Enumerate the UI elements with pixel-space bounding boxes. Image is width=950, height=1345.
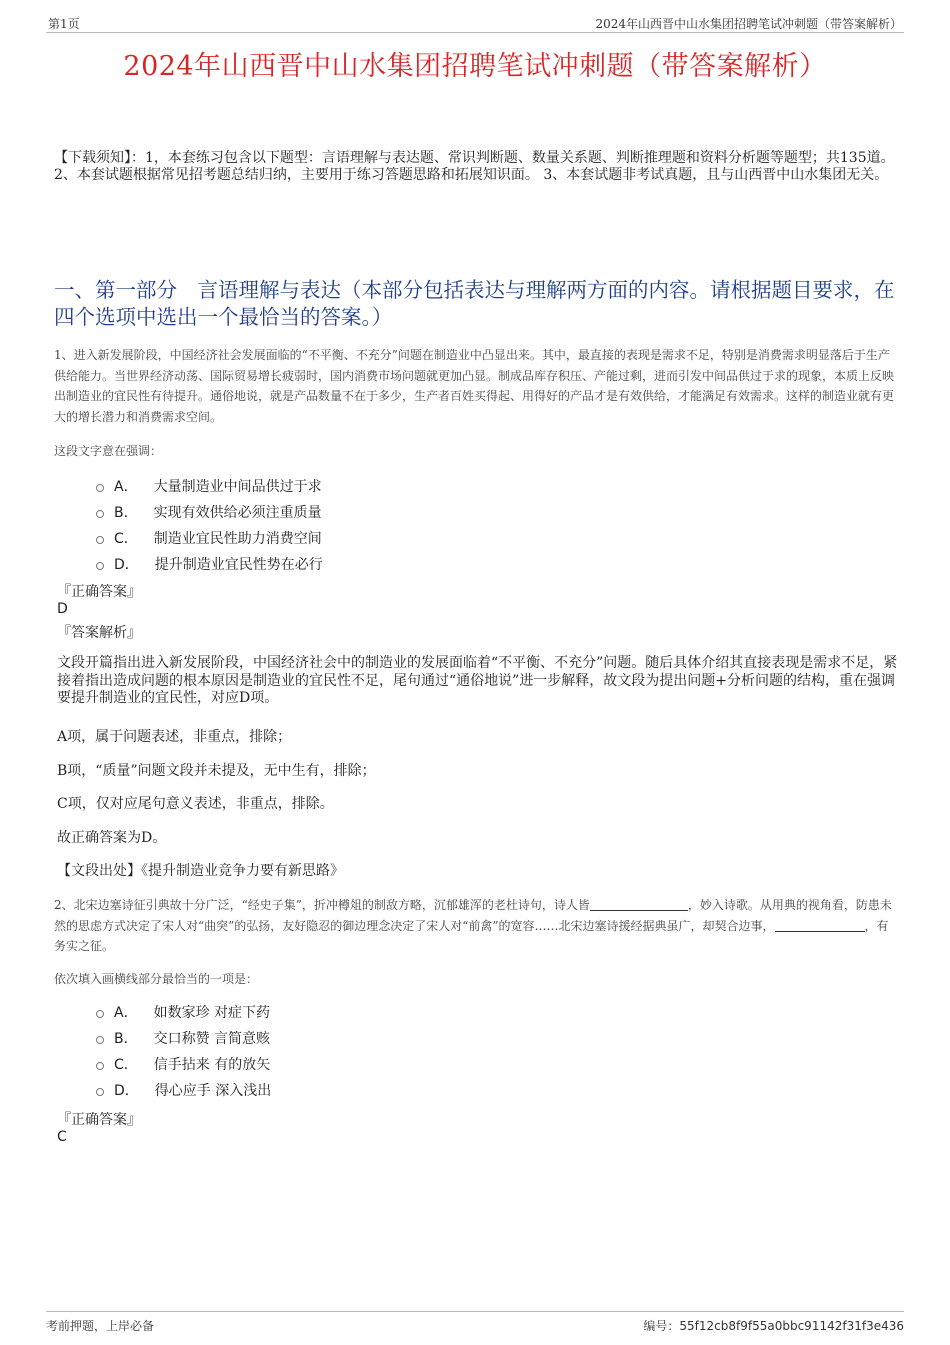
radio-icon[interactable] [96,1036,104,1044]
option-letter: C． [114,531,138,547]
code-label: 编号： [643,1319,680,1333]
question-1-note-b: B项，“质量”问题文段并未提及，无中生有，排除； [57,763,376,779]
question-1-option-c[interactable] [96,525,323,551]
stem-text-3: ，有务实之征。 [54,918,889,953]
option-letter: B． [114,505,138,521]
option-text: 如数家珍 对症下药 [153,1005,271,1021]
option-text: 得心应手 深入浅出 [154,1083,272,1099]
question-1-options [96,473,323,577]
option-text: 实现有效供给必须注重质量 [153,505,322,521]
document-title: 2024年山西晋中山水集团招聘笔试冲刺题（带答案解析） [123,51,827,82]
option-letter: B． [114,1031,138,1047]
question-1-stem: 1、进入新发展阶段，中国经济社会发展面临的“不平衡、不充分”问题在制造业中凸显出来。其中，最直接的表现是需求不足，特别是消费需求明显落后于生产供给能力。当世界经济动荡、国际贸易增长疲弱时，国内消费市场问题就更加凸显。制成品库存积压、产能过剩，进而引发中间品供过于求的现象，本质上反映出制造业的宜民性有待提升。通俗地说，就是产品数量不在于多少，生产者百姓买得起、用得好的产品才是有效供给，才能满足有效需求。这样的制造业就有更大的增长潜力和消费需求空间。 [54,348,895,424]
option-text: 制造业宜民性助力消费空间 [153,531,322,547]
question-1-source: 【文段出处】《提升制造业竞争力要有新思路》 [57,863,344,879]
question-1-option-b[interactable] [96,499,323,525]
question-2-answer: C [57,1129,67,1145]
option-letter: C． [114,1057,138,1073]
page-header [46,14,904,33]
question-2-option-c[interactable] [96,1051,271,1077]
question-2-stem [54,895,900,957]
header-doc-title: 2024年山西晋中山水集团招聘笔试冲刺题（带答案解析） [595,17,902,31]
option-text: 交口称赞 言简意赅 [153,1031,271,1047]
footer-slogan: 考前押题，上岸必备 [46,1319,155,1333]
option-letter: A． [114,479,138,495]
page-number: 第1页 [48,17,80,31]
question-1-answer: D [57,601,68,617]
question-2-option-a[interactable] [96,999,271,1025]
question-1-note-c: C项，仅对应尾句意义表述，非重点，排除。 [57,796,334,812]
option-letter: D． [114,557,139,573]
question-1-conclusion: 故正确答案为D。 [57,830,167,846]
option-text: 提升制造业宜民性势在必行 [154,557,323,573]
question-1-answer-label: 『正确答案』 [57,584,141,600]
fill-blank-2 [775,918,865,932]
radio-icon[interactable] [96,1062,104,1070]
radio-icon[interactable] [96,510,104,518]
code-value: 55f12cb8f9f55a0bbc91142f31f3e436 [679,1319,904,1333]
section-title: 一、第一部分 言语理解与表达（本部分包括表达与理解两方面的内容。请根据题目要求，在四个选项中选出一个最恰当的答案。） [54,278,895,329]
radio-icon[interactable] [96,536,104,544]
question-2-option-b[interactable] [96,1025,271,1051]
question-2-answer-label: 『正确答案』 [57,1112,141,1128]
question-1-prompt: 这段文字意在强调： [54,444,163,458]
stem-text-2: ，妙入诗歌。从用典的视角看，防患未然的思虑方式决定了宋人对“曲突”的弘扬，友好隐忍的御边理念决定了宋人对“前禽”的宽容……北宋边塞诗援经据典虽广，却契合边事， [54,898,892,933]
question-1-analysis: 文段开篇指出进入新发展阶段，中国经济社会中的制造业的发展面临着“不平衡、不充分”问题。随后具体介绍其直接表现是需求不足，紧接着指出造成问题的根本原因是制造业的宜民性不足，尾句通过“通俗地说”进一步解释，故文段为提出问题+分析问题的结构，重在强调要提升制造业的宜民性，对应D项。 [57,655,898,706]
question-2-options [96,999,271,1103]
radio-icon[interactable] [96,1010,104,1018]
option-letter: A． [114,1005,138,1021]
question-1-analysis-label: 『答案解析』 [57,625,141,641]
stem-text-1: 2、北宋边塞诗征引典故十分广泛，“经史子集”，折冲樽俎的制敌方略，沉郁雄浑的老杜诗句，诗人皆 [54,898,590,912]
option-letter: D． [114,1083,139,1099]
question-1-note-a: A项，属于问题表述，非重点，排除； [57,729,292,745]
fill-blank-1 [590,897,688,911]
question-2-prompt: 依次填入画横线部分最恰当的一项是： [54,972,259,986]
radio-icon[interactable] [96,484,104,492]
page-footer [46,1311,904,1334]
question-1-option-d[interactable] [96,551,323,577]
footer-code [643,1317,904,1334]
radio-icon[interactable] [96,1088,104,1096]
option-text: 信手拈来 有的放矢 [153,1057,271,1073]
download-notice: 【下载须知】：1，本套练习包含以下题型：言语理解与表达题、常识判断题、数量关系题、判断推理题和资料分析题等题型；共135道。 2、本套试题根据常见招考题总结归纳，主要用于练习答题思路和拓展知识面。 3、本套试题非考试真题，且与山西晋中山水集团无关。 [54,150,895,183]
radio-icon[interactable] [96,562,104,570]
question-2-option-d[interactable] [96,1077,271,1103]
option-text: 大量制造业中间品供过于求 [153,479,322,495]
question-1-option-a[interactable] [96,473,323,499]
